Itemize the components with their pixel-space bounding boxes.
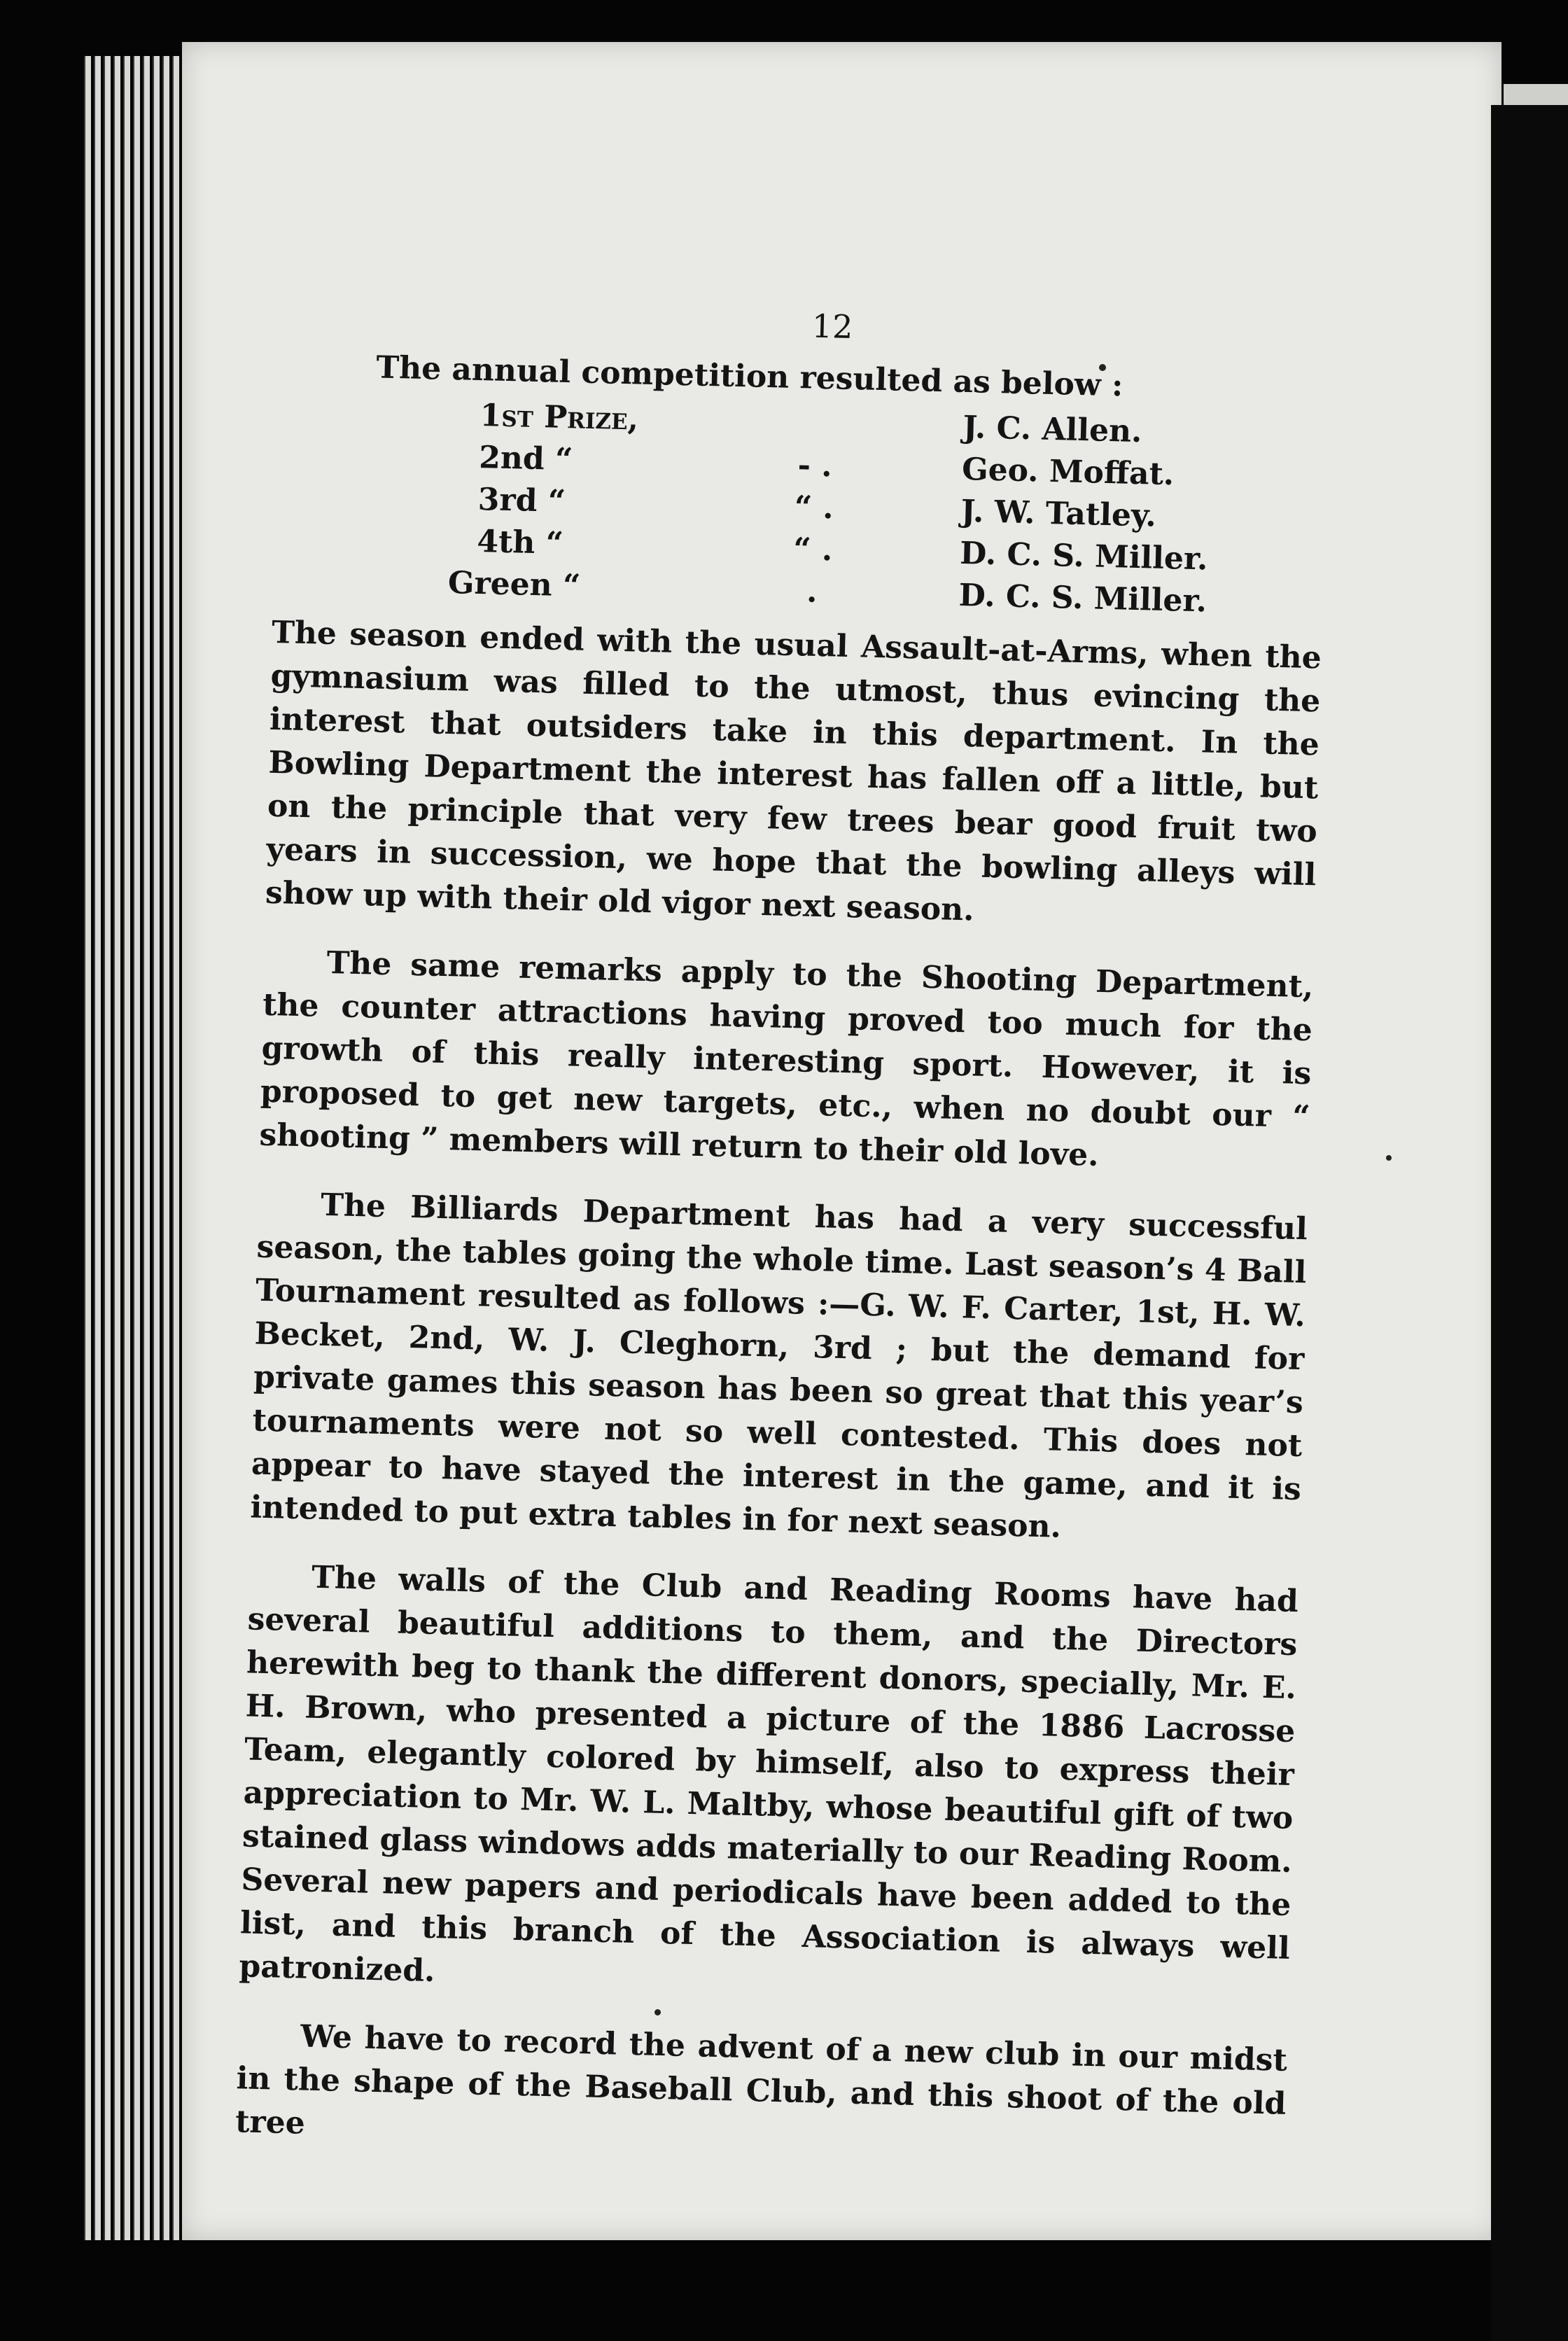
result-prize: 3rd “ [477, 482, 566, 520]
page-content [234, 294, 1330, 2195]
result-leader: “ . [792, 531, 833, 568]
page-edge [162, 56, 169, 2240]
result-leader: “ . [794, 489, 834, 526]
page-edge [172, 56, 179, 2240]
result-prize: 2nd “ [478, 440, 573, 478]
result-winner: J. C. Allen. [962, 409, 1142, 450]
page-number: 12 [811, 307, 854, 347]
page-edge [123, 56, 130, 2240]
competition-results [272, 393, 1327, 629]
page-edge [113, 56, 120, 2240]
page-edge [153, 56, 160, 2240]
result-leader [668, 431, 962, 438]
competition-intro: The annual competition resulted as below : [375, 349, 1124, 404]
paragraph-billiards: The Billiards Department has had a very successful season, the tables going the whole time. Last season’s 4 Ball Tournament resulted as follows :—G. W. F. Carter, 1st, H. W. Becket, 2nd, W. J. Cleghorn, 3rd ; but the demand for private games this season has been so great that this year’s tournaments were not so well contested. This does not appear to have stayed the interest in the game, and it is intended to put extra tables in for next season. [250, 1187, 1308, 1545]
result-prize: 1st Prize, [479, 398, 639, 438]
result-leader: - . [797, 447, 833, 484]
result-leader: . [806, 573, 818, 610]
page-edge [133, 56, 140, 2240]
result-winner: J. W. Tatley. [960, 493, 1157, 534]
paragraph-shooting: The same remarks apply to the Shooting Department, the counter attractions having proved too much for the growth of this really interesting sport. However, it is proposed to get new targets, etc., when no doubt our “ shooting ” members will return to their old love. [259, 944, 1314, 1173]
result-prize: Green “ [447, 564, 581, 604]
result-winner: D. C. S. Miller. [959, 535, 1209, 578]
dark-gutter [1491, 105, 1568, 2341]
paragraph-reading-rooms: The walls of the Club and Reading Rooms have had several beautiful additions to them, and the Directors herewith beg to thank the different donors, specially, Mr. E. H. Brown, who presented a picture of the 1886 Lacrosse Team, elegantly colored by himself, also to express their appreciation to Mr. W. L. Maltby, whose beautiful gift of two stained glass windows adds materially to our Reading Room. Several new papers and periodicals have been added to the list, and this branch of the Association is always well patronized. [238, 1559, 1299, 1990]
ink-speck [1386, 1155, 1392, 1161]
paragraph-assault-at-arms: The season ended with the usual Assault-at-Arms, when the gymnasium was filled to the utmost, thus evincing the interest that outsiders take in this department. In the Bowling Department the interest has fallen off a little, but on the principle that very few trees bear good fruit two years in succession, we hope that the bowling alleys will show up with their old vigor next season. [265, 614, 1322, 928]
page-edge [94, 56, 101, 2240]
page-edge [104, 56, 111, 2240]
result-winner: D. C. S. Miller. [958, 577, 1208, 620]
paragraph-baseball: We have to record the advent of a new club in our midst in the shape of the Baseball Club, and this shoot of the old tree [234, 2018, 1288, 2141]
page-edge [143, 56, 150, 2240]
result-prize: 4th “ [476, 523, 564, 561]
page-edge [84, 56, 91, 2240]
result-winner: Geo. Moffat. [961, 451, 1175, 493]
